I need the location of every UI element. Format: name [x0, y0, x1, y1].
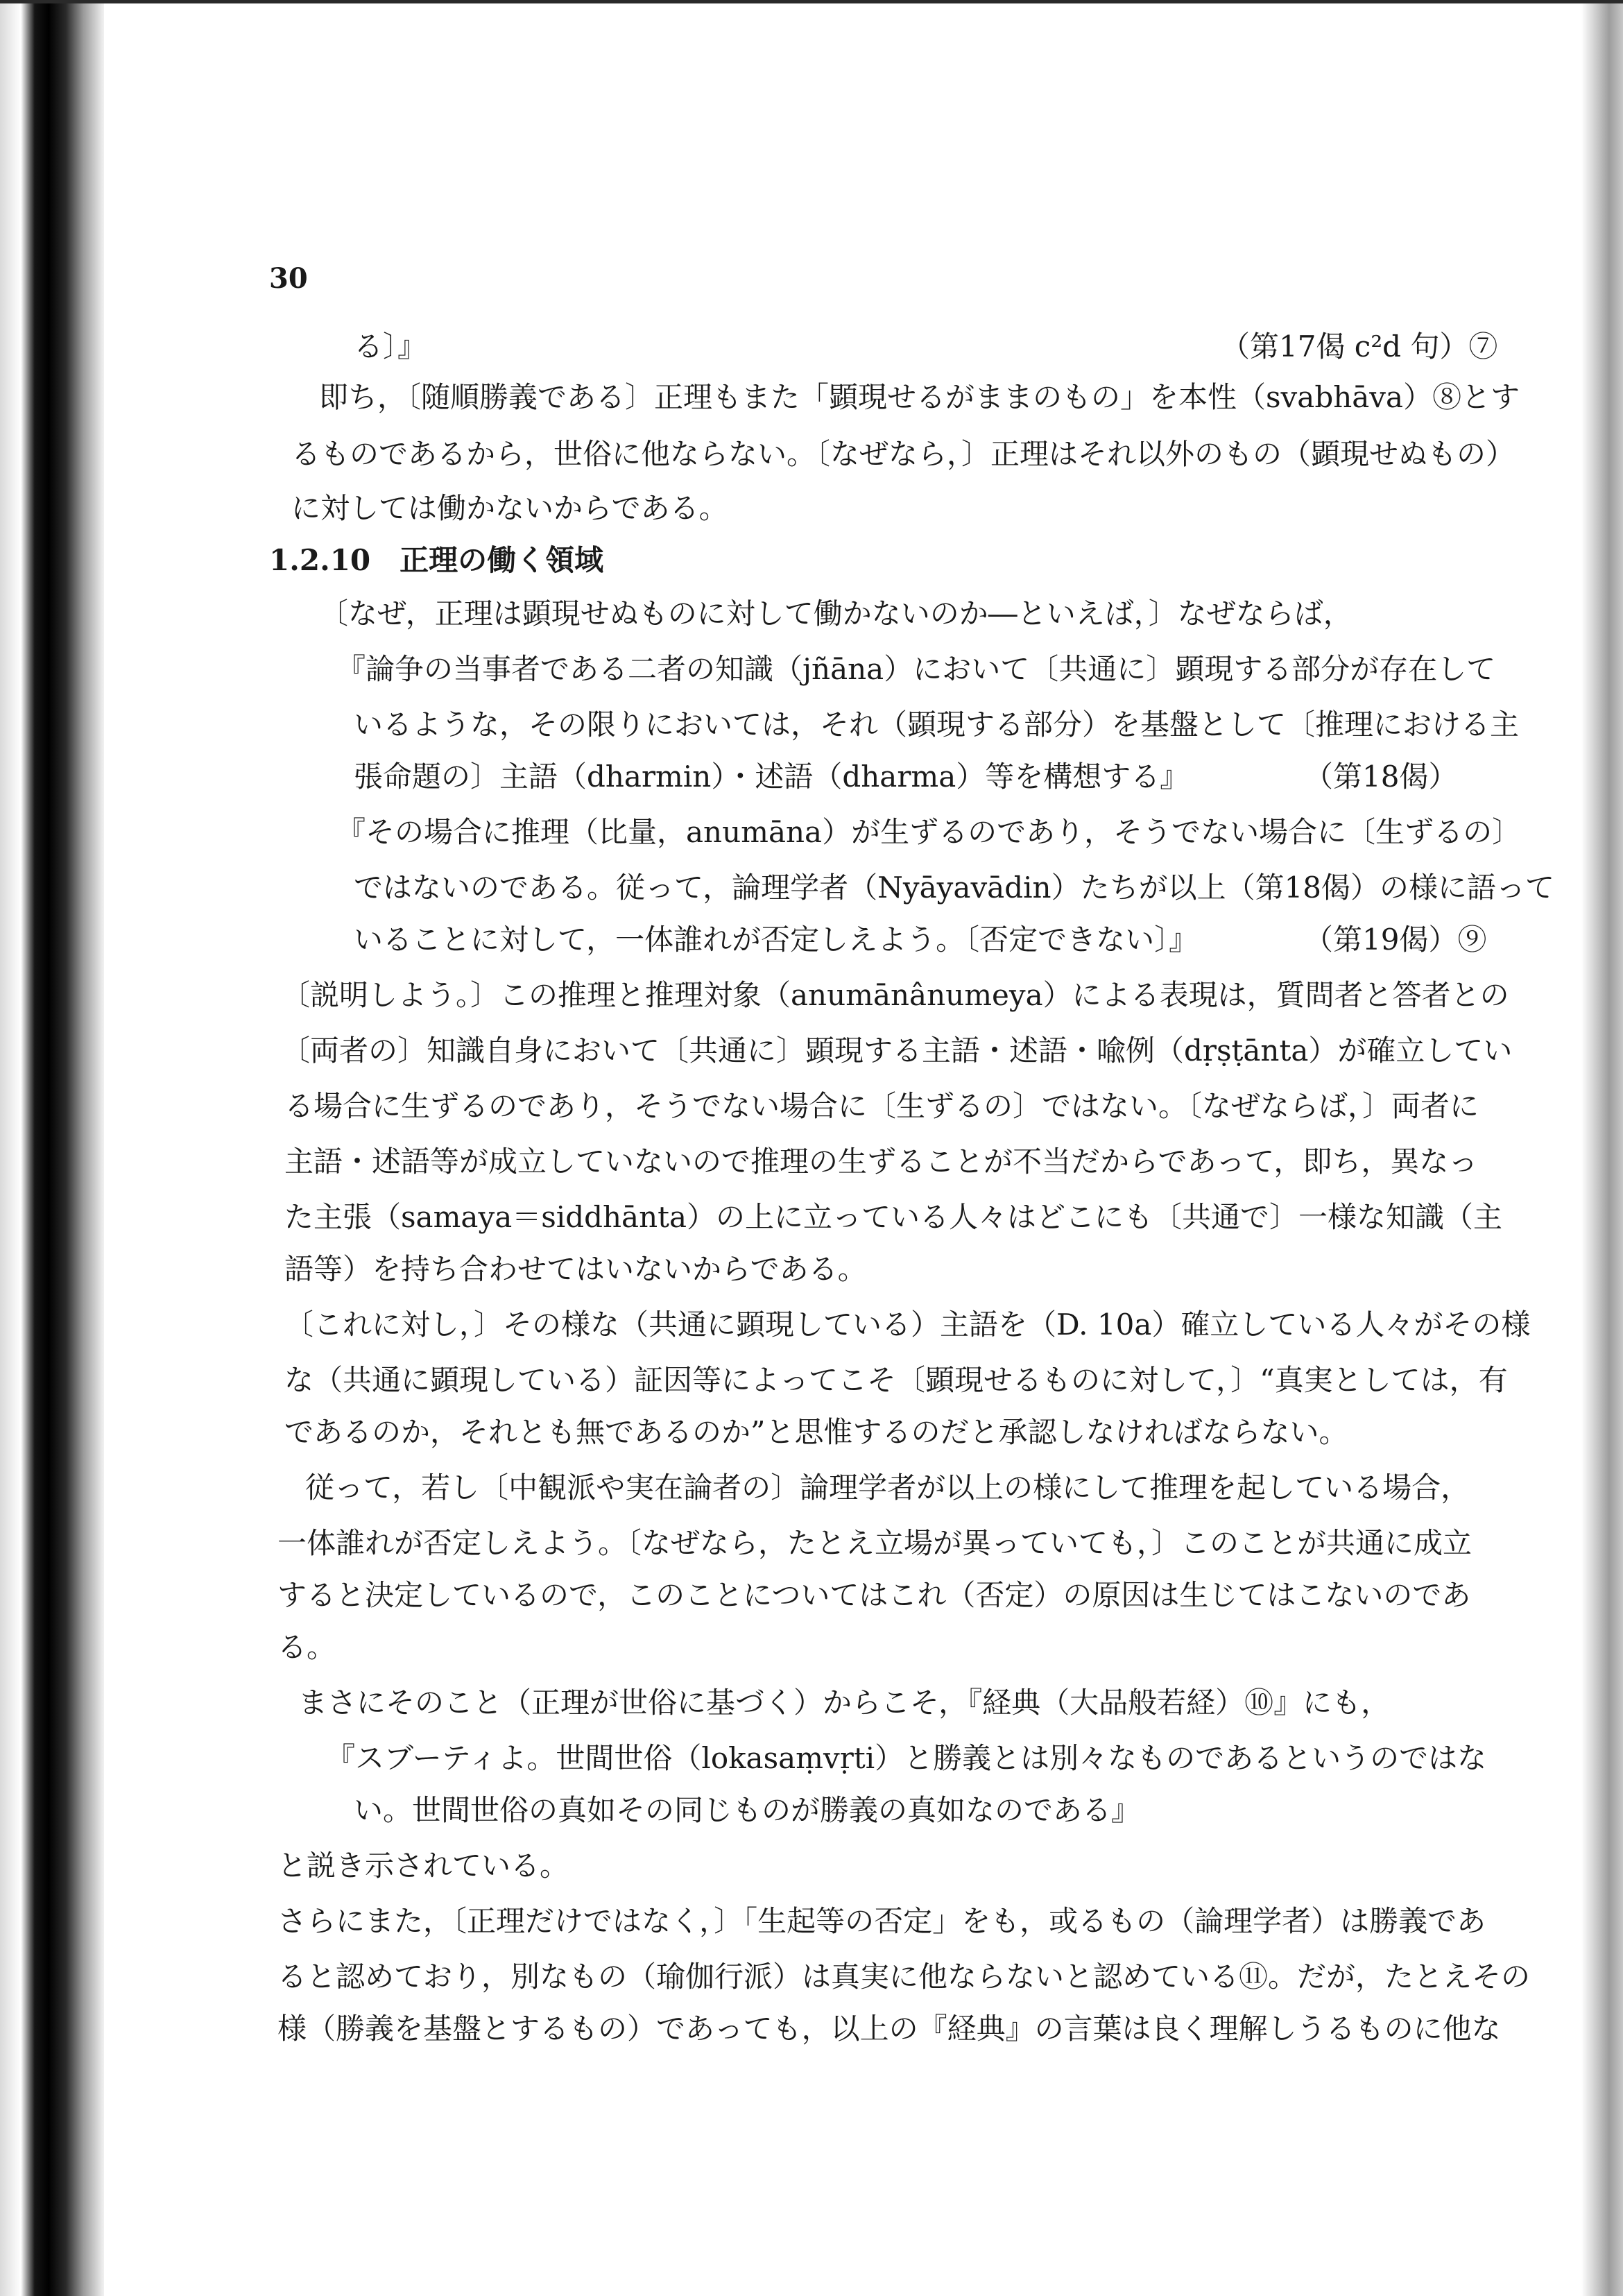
text-line: まさにそのこと（正理が世俗に基づく）からこそ，『経典（大品般若経）⑩』にも， — [298, 1686, 1391, 1720]
scan-edge — [1581, 0, 1623, 2296]
text-line: る場合に生ずるのであり，そうでない場合に〔生ずるの〕ではない。〔なぜならば，〕両者に — [284, 1089, 1479, 1123]
verse-line: 張命題の〕主語（dharmin）・述語（dharma）等を構想する』 — [354, 760, 1190, 794]
text-line: る。 — [277, 1630, 336, 1664]
verse-line: ではないのである。従って，論理学者（Nyāyavādin）たちが以上（第18偈）の様に語って — [354, 871, 1555, 905]
text-line: 〔説明しよう。〕この推理と推理対象（anumānânumeya）による表現は，質問者と答者との — [281, 978, 1509, 1012]
text-line: な（共通に顕現している）証因等によってこそ〔顕現せるものに対して，〕“真実としては，有 — [284, 1363, 1508, 1397]
text-line: であるのか，それとも無であるのか”と思惟するのだと承認しなければならない。 — [284, 1415, 1348, 1449]
text-line: 〔なぜ，正理は顕現せぬものに対して働かないのか―といえば，〕なぜならば， — [319, 597, 1352, 631]
verse-line: 『その場合に推理（比量，anumāna）が生ずるのであり，そうでない場合に〔生ずるの〕 — [336, 815, 1522, 849]
text-line: 一体誰れが否定しえよう。〔なぜなら，たとえ立場が異っていても，〕このことが共通に成立 — [277, 1526, 1472, 1560]
text-line: すると決定しているので，このことについてはこれ（否定）の原因は生じてはこないのであ — [277, 1578, 1471, 1612]
text-line: た主張（samaya＝siddhānta）の上に立っている人々はどこにも〔共通で〕一様な知識（主 — [284, 1200, 1503, 1234]
text-line: 即ち，〔随順勝義である〕正理もまた「顕現せるがままのもの」を本性（svabhāva）⑧とす — [319, 380, 1520, 414]
text-line: 語等）を持ち合わせてはいないからである。 — [284, 1252, 867, 1286]
text-line: 主語・述語等が成立していないので推理の生ずることが不当だからであって，即ち，異なっ — [284, 1145, 1478, 1179]
verse-reference: （第18偈） — [1304, 760, 1458, 794]
text-line: に対しては働かないからである。 — [291, 491, 728, 525]
page-number: 30 — [269, 262, 308, 295]
quote-line: 『スブーティよ。世間世俗（lokasaṃvṛti）と勝義とは別々なものであるというのではな — [326, 1741, 1487, 1775]
verse-line: 『論争の当事者である二者の知識（jñāna）において〔共通に〕顕現する部分が存在して — [336, 652, 1496, 686]
verse-reference: （第17偈 c²d 句）⑦ — [1221, 329, 1498, 363]
text-line: ると認めており，別なもの（瑜伽行派）は真実に他ならないと認めている⑪。だが，たとえその — [277, 1960, 1531, 1994]
text-line: さらにまた，〔正理だけではなく，〕「生起等の否定」をも，或るもの（論理学者）は勝義であ — [277, 1904, 1486, 1938]
text-line: 様（勝義を基盤とするもの）であっても，以上の『経典』の言葉は良く理解しうるものに他な — [277, 2012, 1501, 2046]
text-line: と説き示されている。 — [277, 1849, 569, 1883]
verse-reference: （第19偈）⑨ — [1304, 923, 1487, 957]
text-line: るものであるから，世俗に他ならない。〔なぜなら，〕正理はそれ以外のもの（顕現せぬもの） — [291, 437, 1515, 471]
section-heading: 1.2.10 正理の働く領域 — [269, 543, 604, 577]
text-line: 従って，若し〔中観派や実在論者の〕論理学者が以上の様にして推理を起している場合， — [305, 1471, 1470, 1505]
text-line: る〕』 — [354, 329, 427, 363]
verse-line: いることに対して，一体誰れが否定しえよう。〔否定できない〕』 — [354, 923, 1199, 957]
text-line: 〔これに対し，〕その様な（共通に顕現している）主語を（D. 10a）確立している人々がその様 — [284, 1308, 1531, 1342]
text-line: 〔両者の〕知識自身において〔共通に〕顕現する主語・述語・喩例（dṛṣṭānta）が確立してい — [281, 1034, 1513, 1068]
binding-shadow — [0, 0, 104, 2296]
verse-line: いるような，その限りにおいては，それ（顕現する部分）を基盤として〔推理における主 — [354, 708, 1520, 742]
quote-line: い。世間世俗の真如その同じものが勝義の真如なのである』 — [354, 1793, 1141, 1827]
top-border — [0, 0, 1623, 3]
